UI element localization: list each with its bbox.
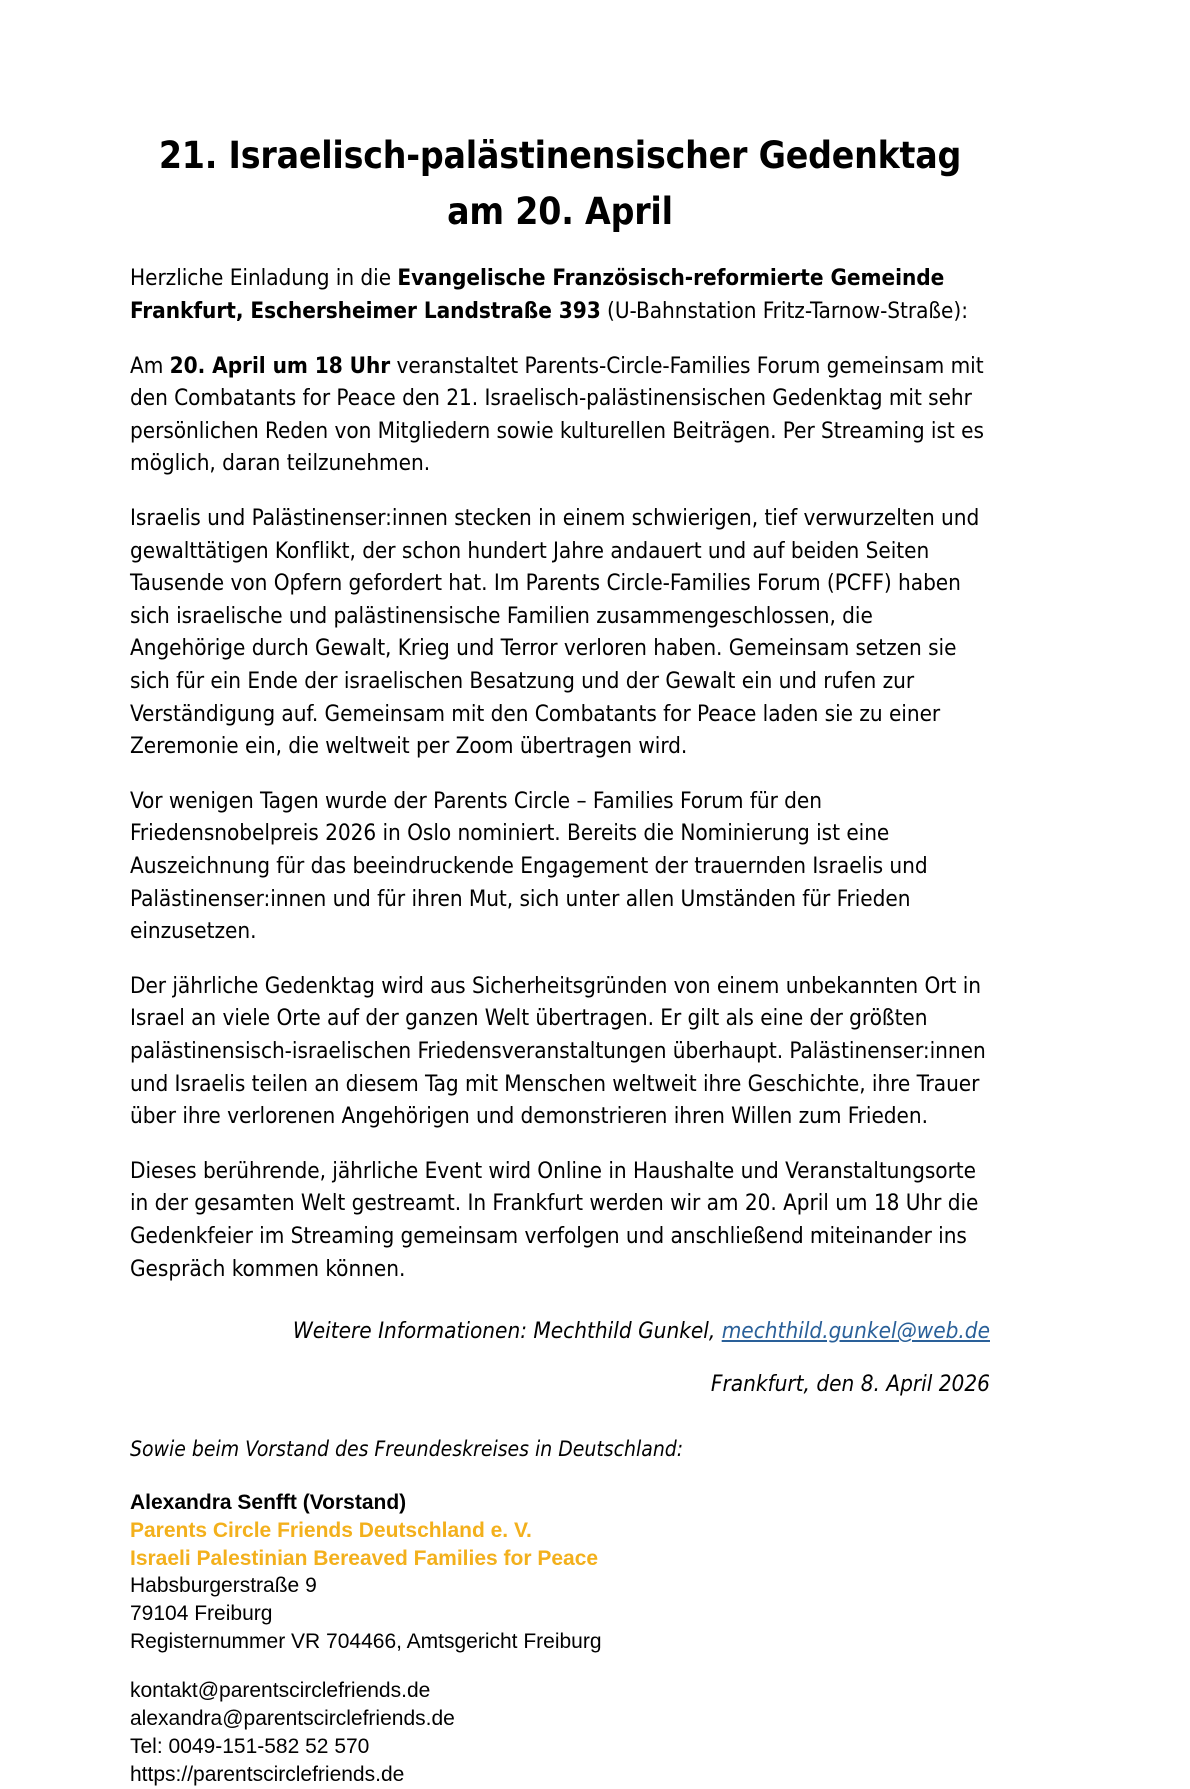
contact-email-personal[interactable]: alexandra@parentscirclefriends.de (130, 1707, 455, 1731)
contact-email-link[interactable]: mechthild.gunkel@web.de (721, 1318, 990, 1345)
paragraph-streaming: Dieses berührende, jährliche Event wird Online in Haushalte und Veranstaltungsorte in der gesamten Welt gestreamt. In Frankfurt werden wir am 20. April um 18 Uhr die Gedenkfeier im Streaming gemeinsam verfolgen und anschließend miteinander ins Gespräch kommen können. (130, 1157, 979, 1282)
register-number: Registernummer VR 704466, Amtsgericht Freiburg (130, 1630, 602, 1654)
contact-email-general[interactable]: kontakt@parentscirclefriends.de (130, 1679, 431, 1703)
paragraph-invitation (130, 262, 990, 327)
title-line-2: am 20. April (447, 190, 673, 234)
paragraph-conflict-background: Israelis und Palästinenser:innen stecken in einem schwierigen, tief verwurzelten und gewalttätigen Konflikt, der schon hundert Jahre andauert und auf beiden Seiten Tausende von Opfern gefordert hat. Im Parents Circle-Families Forum (PCFF) haben sich israelische und palästinensische Familien zusammengeschlossen, die Angehörige durch Gewalt, Krieg und Terror verloren haben. Gemeinsam setzen sie sich für ein Ende der israelischen Besatzung und der Gewalt ein und rufen zur Verständigung auf. Gemeinsam mit den Combatants for Peace laden sie zu einer Zeremonie ein, die weltweit per Zoom übertragen wird. (130, 505, 980, 760)
invitation-text-tail: (U-Bahnstation Fritz-Tarnow-Straße): (600, 298, 968, 325)
organisation-name-de: Parents Circle Friends Deutschland e. V. (130, 1518, 532, 1542)
page-title (130, 128, 990, 240)
paragraph-event-details (130, 350, 990, 480)
event-lead: Am (130, 352, 170, 379)
organisation-name-en: Israeli Palestinian Bereaved Families for Peace (130, 1546, 599, 1570)
document-content (130, 128, 990, 1789)
address-street: Habsburgerstraße 9 (130, 1574, 317, 1598)
event-datetime: 20. April um 18 Uhr (169, 352, 391, 379)
invitation-venue: Evangelische Französisch-reformierte Gemeinde Frankfurt, Eschersheimer Landstraße 393 (130, 265, 945, 325)
board-intro-line: Sowie beim Vorstand des Freundeskreises in Deutschland: (130, 1437, 684, 1462)
paragraph-memorial-day: Der jährliche Gedenktag wird aus Sicherheitsgründen von einem unbekannten Ort in Israel an viele Orte auf der ganzen Welt übertragen. Er gilt als eine der größten palästinensisch-israelischen Friedensveranstaltungen überhaupt. Palästinenser:innen und Israelis teilen an diesem Tag mit Menschen weltweit ihre Geschichte, ihre Trauer über ihre verlorenen Angehörigen und demonstrieren ihren Willen zum Frieden. (130, 972, 986, 1130)
further-information-line (130, 1315, 990, 1348)
invitation-text-lead: Herzliche Einladung in die (130, 265, 398, 292)
paragraph-nobel-nomination: Vor wenigen Tagen wurde der Parents Circle – Families Forum für den Friedensnobelpreis 2026 in Oslo nominiert. Bereits die Nominierung ist eine Auszeichnung für das beeindruckende Engagement der trauernden Israelis und Palästinenser:innen und für ihren Mut, sich unter allen Umständen für Frieden einzusetzen. (130, 787, 928, 945)
signatory-name: Alexandra Senfft (Vorstand) (130, 1490, 407, 1514)
contact-website[interactable]: https://parentscirclefriends.de (130, 1763, 405, 1787)
signature-spacer (130, 1656, 990, 1677)
signature-block (130, 1489, 990, 1789)
event-description: veranstaltet Parents-Circle-Families Forum gemeinsam mit den Combatants for Peace den 21. Israelisch-palästinensischen Gedenktag mit sehr persönlichen Reden von Mitgliedern sowie kulturellen Beiträgen. Per Streaming ist es möglich, daran teilzunehmen. (130, 352, 984, 477)
title-line-1: 21. Israelisch-palästinensischer Gedenktag (158, 134, 962, 177)
place-date-line: Frankfurt, den 8. April 2026 (710, 1370, 990, 1397)
address-city: 79104 Freiburg (130, 1602, 273, 1626)
further-information-label: Weitere Informationen: Mechthild Gunkel, (292, 1318, 722, 1345)
contact-phone: Tel: 0049-151-582 52 570 (130, 1735, 370, 1759)
